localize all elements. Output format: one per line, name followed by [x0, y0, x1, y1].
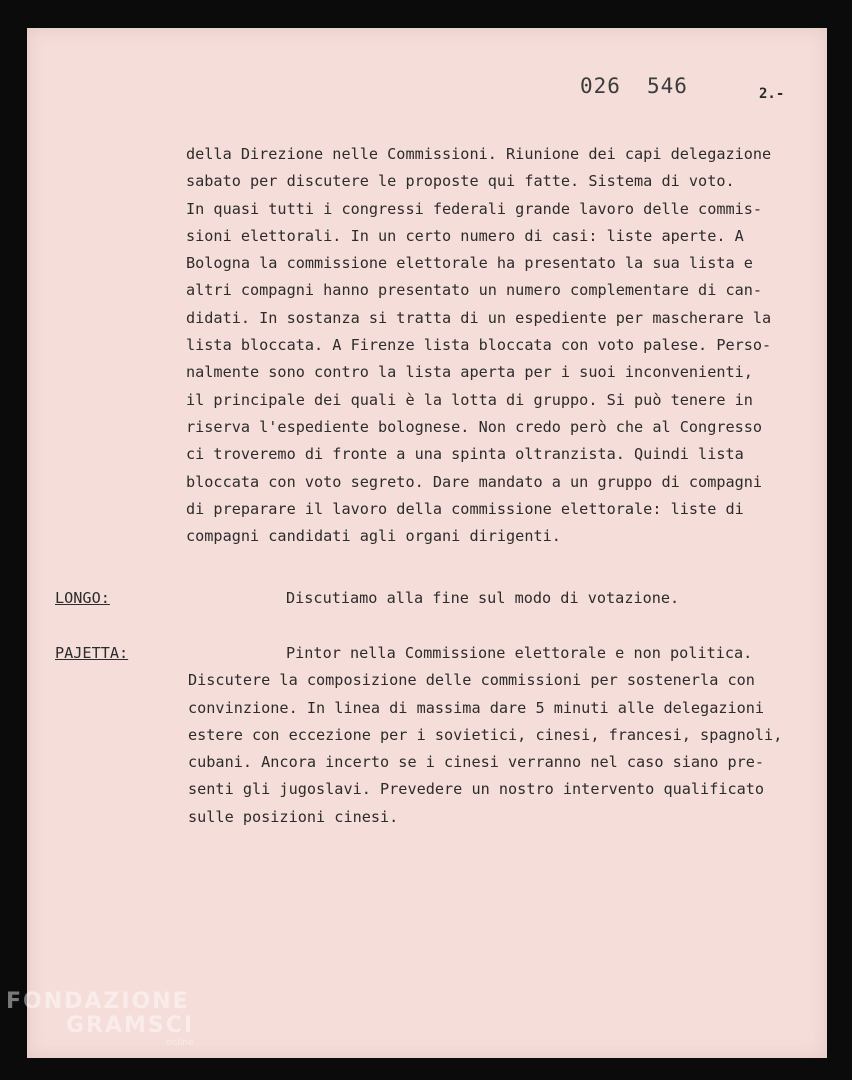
- watermark-line-1: FONDAZIONE: [6, 989, 190, 1014]
- paragraph-continuation: [186, 141, 816, 550]
- text-line: della Direzione nelle Commissioni. Riunione dei capi delegazione: [186, 145, 772, 163]
- text-line: altri compagni hanno presentato un numero complementare di can-: [186, 281, 763, 300]
- text-line: Bologna la commissione elettorale ha presentato la sua lista e: [186, 254, 753, 273]
- text-line: il principale dei quali è la lotta di gruppo. Si può tenere in: [186, 390, 753, 409]
- text-line: Pintor nella Commissione elettorale e non politica.: [286, 644, 753, 662]
- watermark-line-2: GRAMSCI: [66, 1013, 195, 1038]
- text-line: sioni elettorali. In un certo numero di casi: liste aperte. A: [186, 226, 744, 245]
- watermark-line-3: online: [166, 1038, 194, 1048]
- text-line: estere con eccezione per i sovietici, cinesi, francesi, spagnoli,: [188, 725, 783, 744]
- text-line: di preparare il lavoro della commissione elettorale: liste di: [186, 499, 744, 518]
- text-line: sabato per discutere le proposte qui fatte. Sistema di voto.: [186, 172, 735, 191]
- pajetta-statement: [188, 640, 818, 831]
- speaker-longo: LONGO:: [55, 589, 110, 607]
- text-line: convinzione. In linea di massima dare 5 minuti alle delegazioni: [188, 698, 765, 717]
- text-line: didati. In sostanza si tratta di un espediente per mascherare la: [186, 308, 772, 327]
- text-line: riserva l'espediente bolognese. Non credo però che al Congresso: [186, 417, 763, 436]
- text-line: lista bloccata. A Firenze lista bloccata con voto palese. Perso-: [186, 336, 772, 355]
- text-line: senti gli jugoslavi. Prevedere un nostro intervento qualificato: [188, 780, 765, 799]
- page-number: 2.-: [759, 86, 785, 102]
- text-line: bloccata con voto segreto. Dare mandato a un gruppo di compagni: [186, 472, 763, 491]
- archive-number-1: 026: [580, 74, 621, 98]
- text-line: In quasi tutti i congressi federali grande lavoro delle commis-: [186, 199, 763, 218]
- text-line: sulle posizioni cinesi.: [188, 807, 399, 826]
- text-line: cubani. Ancora incerto se i cinesi verranno nel caso siano pre-: [188, 753, 765, 772]
- speaker-pajetta: PAJETTA:: [55, 644, 129, 662]
- text-line: compagni candidati agli organi dirigenti.: [186, 527, 561, 546]
- text-line: nalmente sono contro la lista aperta per i suoi inconvenienti,: [186, 363, 753, 382]
- text-line: ci troveremo di fronte a una spinta oltranzista. Quindi lista: [186, 445, 744, 464]
- text-line: Discutiamo alla fine sul modo di votazione.: [286, 589, 680, 607]
- longo-statement: [188, 585, 818, 612]
- text-line: Discutere la composizione delle commissioni per sostenerla con: [188, 671, 755, 690]
- archive-number-2: 546: [646, 74, 688, 98]
- fondazione-gramsci-watermark: [6, 990, 194, 1048]
